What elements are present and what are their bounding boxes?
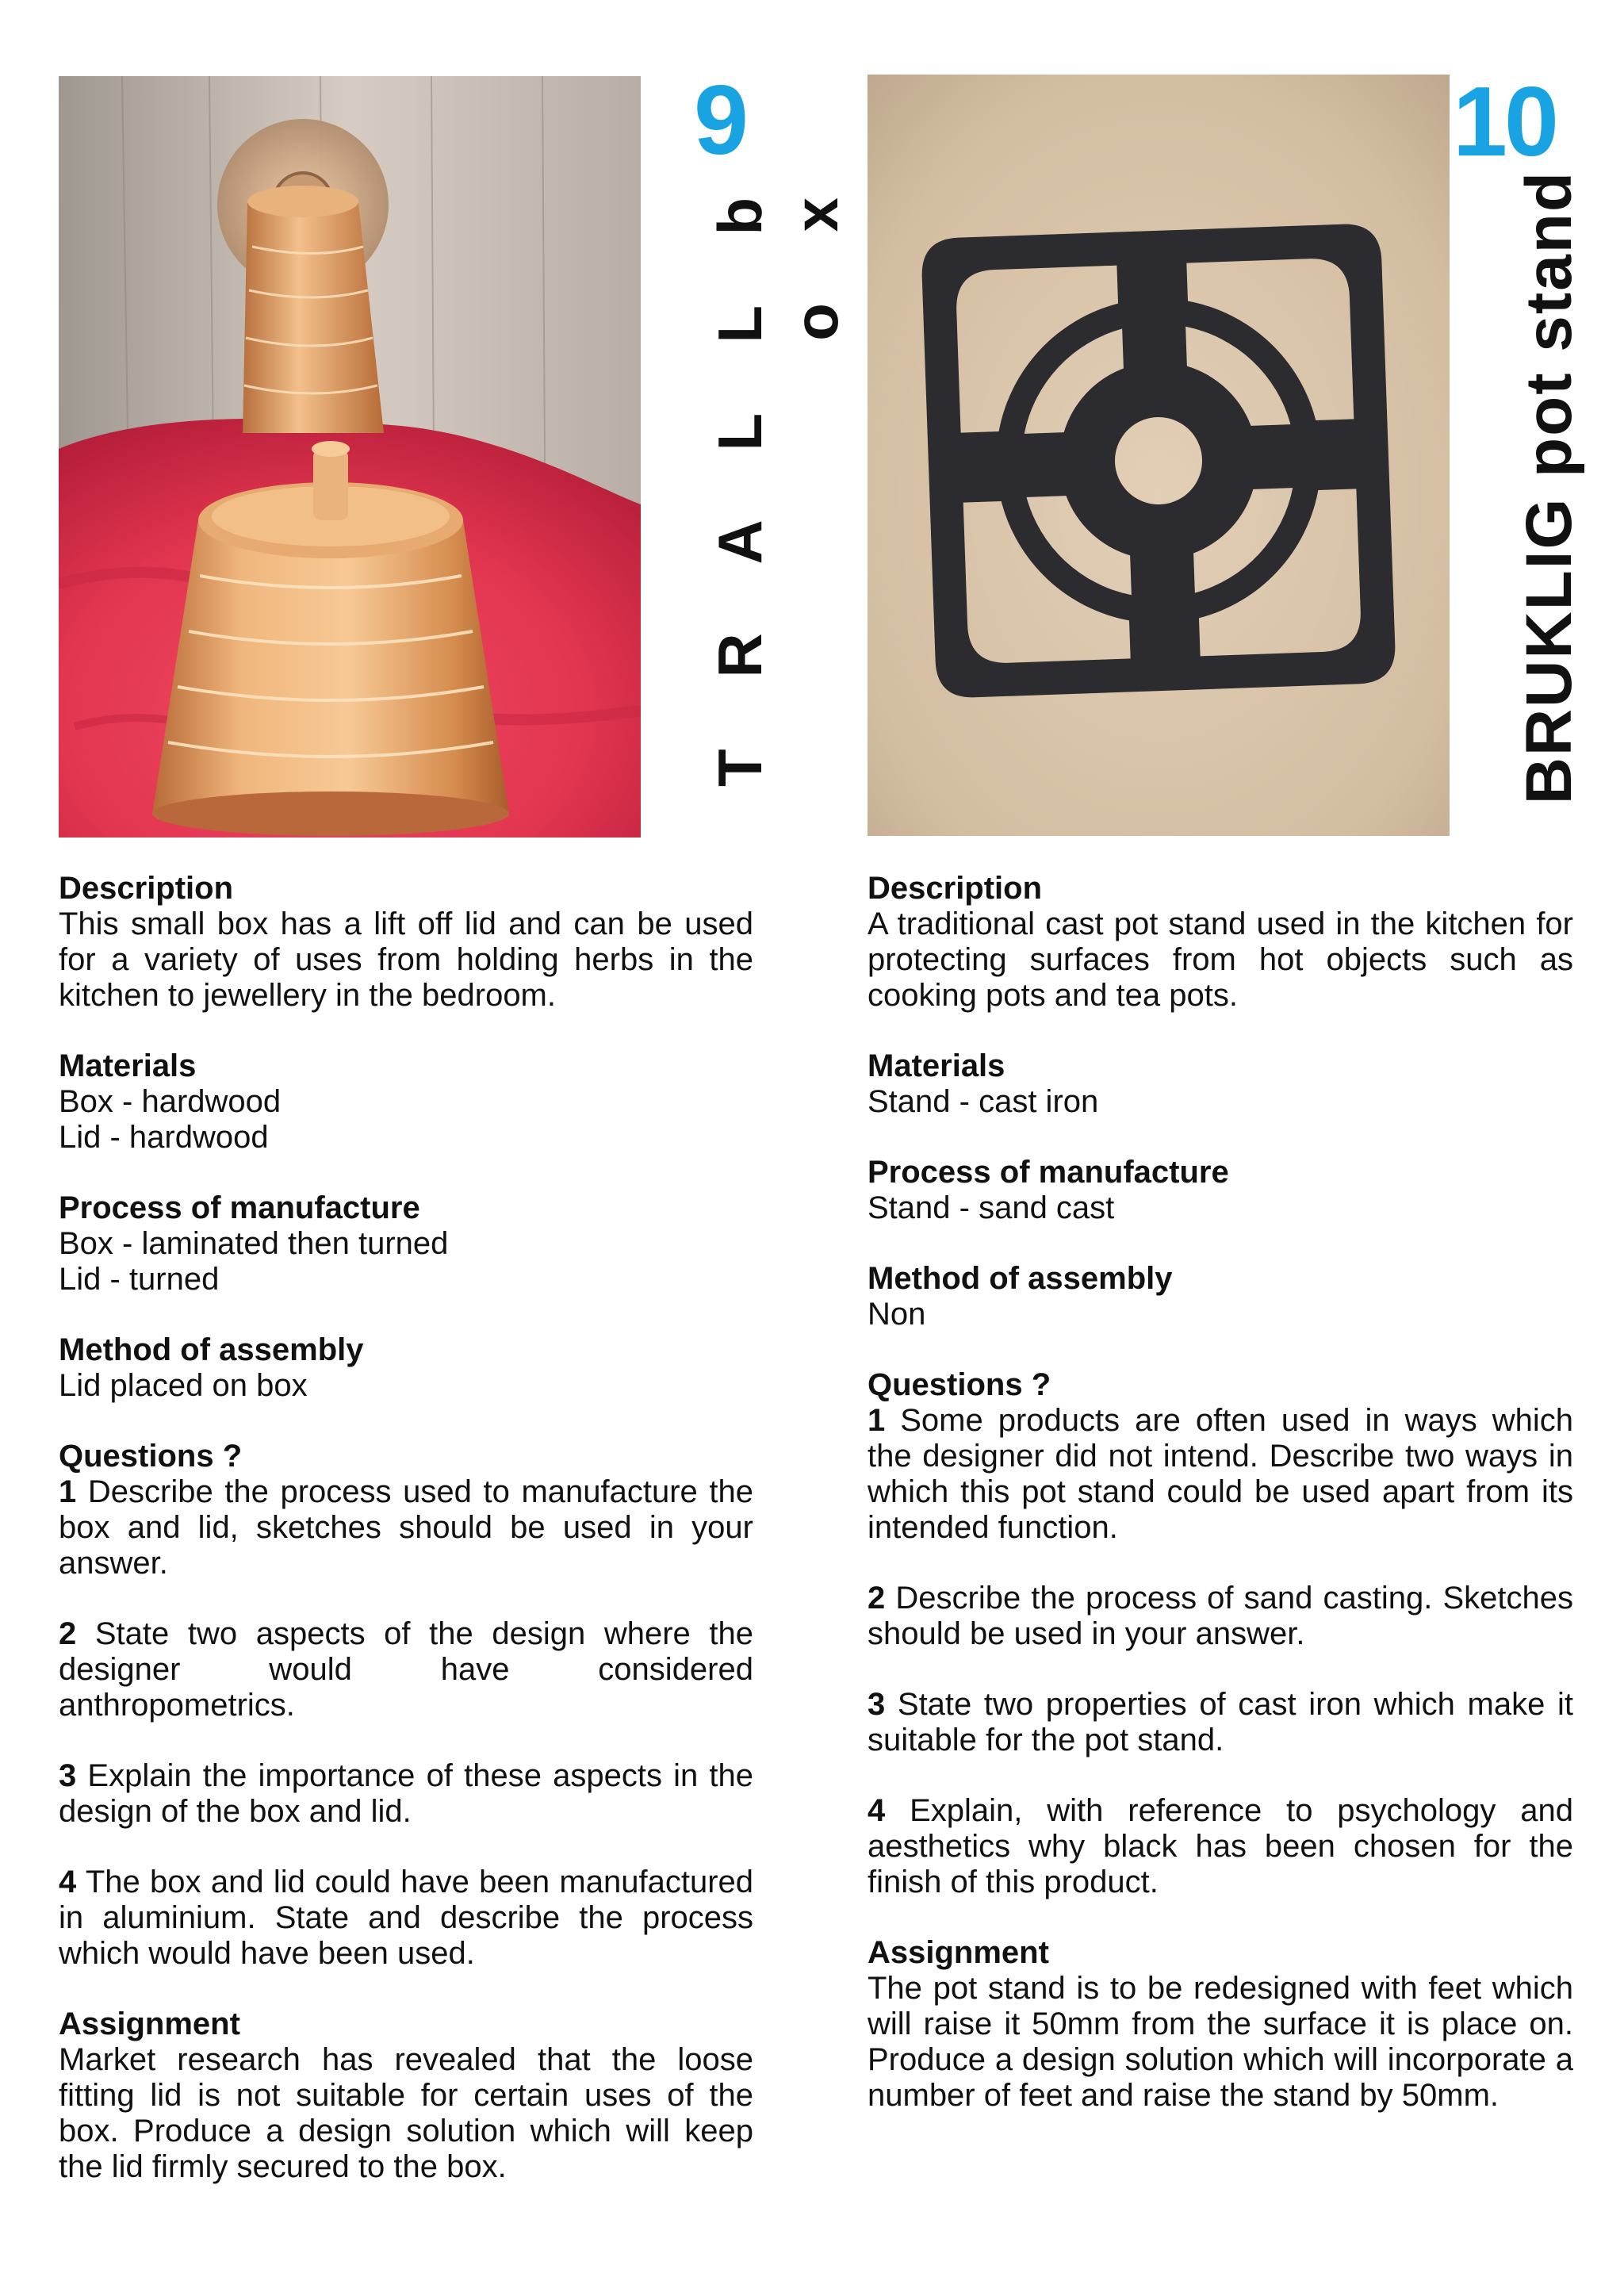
section-heading: Materials [59,1048,197,1083]
card-number: 9 [694,66,745,175]
description-text: This small box has a lift off lid and can be used for a variety of uses from holding herbs in the kitchen to jewellery in the bedroom. [59,907,753,1013]
product-title-vertical [702,171,851,837]
materials-line: Lid - hardwood [59,1120,269,1155]
question-text: State two properties of cast iron which make it suitable for the pot stand. [868,1687,1573,1757]
product-photo-bruklig-pot-stand [868,75,1450,836]
questions-section [59,1439,753,1972]
question-text: Explain the importance of these aspects in the design of the box and lid. [59,1758,753,1829]
question-number: 1 [868,1403,886,1438]
question-number: 4 [59,1865,77,1899]
process-line: Stand - sand cast [868,1190,1115,1225]
question-item [59,1758,753,1830]
wooden-boxes-image [59,76,641,838]
question-number: 3 [868,1687,886,1722]
section-heading: Questions ? [868,1367,1051,1402]
description-text: A traditional cast pot stand used in the kitchen for protecting surfaces from hot objects such as cooking pots and tea pots. [868,907,1573,1013]
section-heading: Description [59,871,234,906]
description-section [868,871,1573,1014]
product-photo-trall-box [59,76,641,838]
process-line: Box - laminated then turned [59,1226,449,1261]
question-text: Explain, with reference to psychology and aesthetics why black has been chosen for the finish of this product. [868,1793,1573,1899]
section-heading: Method of assembly [59,1332,364,1367]
product-details [868,871,1573,2148]
question-text: Describe the process of sand casting. Sketches should be used in your answer. [868,1581,1573,1651]
process-line: Lid - turned [59,1262,220,1297]
materials-section [868,1048,1573,1120]
question-text: The box and lid could have been manufactured in aluminium. State and describe the process which would have been used. [59,1865,754,1971]
product-title: T R A L L b o x [705,171,851,787]
section-heading: Method of assembly [868,1261,1173,1296]
section-heading: Process of manufacture [868,1155,1229,1190]
process-section [59,1190,753,1297]
section-heading: Process of manufacture [59,1190,420,1225]
question-item [59,1474,753,1581]
question-text: Describe the process used to manufacture the box and lid, sketches should be used in your answer. [59,1474,753,1581]
question-item [868,1793,1573,1900]
assignment-text: Market research has revealed that the loose fitting lid is not suitable for certain uses of the box. Produce a design solution which will keep the lid firmly secured to the box. [59,2042,753,2184]
product-details [59,871,753,2220]
materials-section [59,1048,753,1156]
question-number: 2 [868,1581,886,1616]
section-heading: Assignment [868,1935,1049,1970]
question-number: 4 [868,1793,886,1828]
assembly-line: Lid placed on box [59,1368,308,1403]
section-heading: Assignment [59,2007,240,2041]
pot-stand-image [868,75,1450,836]
questions-section [868,1367,1573,1900]
card-number: 10 [1453,67,1556,177]
materials-line: Stand - cast iron [868,1084,1099,1119]
assignment-section [59,2007,753,2185]
assembly-section [59,1332,753,1404]
materials-line: Box - hardwood [59,1084,282,1119]
question-number: 1 [59,1474,77,1509]
question-item [59,1616,753,1723]
product-title-vertical [1511,171,1588,837]
product-card-bruklig-pot-stand [809,0,1624,2296]
question-number: 3 [59,1758,77,1793]
product-title: BRUKLIG pot stand [1513,171,1585,805]
question-item [868,1403,1573,1546]
section-heading: Questions ? [59,1439,243,1474]
question-item [868,1687,1573,1758]
assignment-text: The pot stand is to be redesigned with feet which will raise it 50mm from the surface it is place on. Produce a design solution which will incorporate a number of feet and raise the stand by 50mm. [868,1971,1573,2113]
assembly-section [868,1261,1573,1332]
question-text: Some products are often used in ways which the designer did not intend. Describe two ways in which this pot stand could be used apart from its intended function. [868,1403,1573,1545]
question-item [868,1581,1573,1652]
question-text: State two aspects of the design where the designer would have considered anthropometrics. [59,1616,753,1723]
assignment-section [868,1935,1573,2114]
assembly-line: Non [868,1297,926,1332]
process-section [868,1155,1573,1226]
section-heading: Description [868,871,1043,906]
question-item [59,1865,753,1972]
description-section [59,871,753,1014]
question-number: 2 [59,1616,77,1651]
section-heading: Materials [868,1048,1005,1083]
